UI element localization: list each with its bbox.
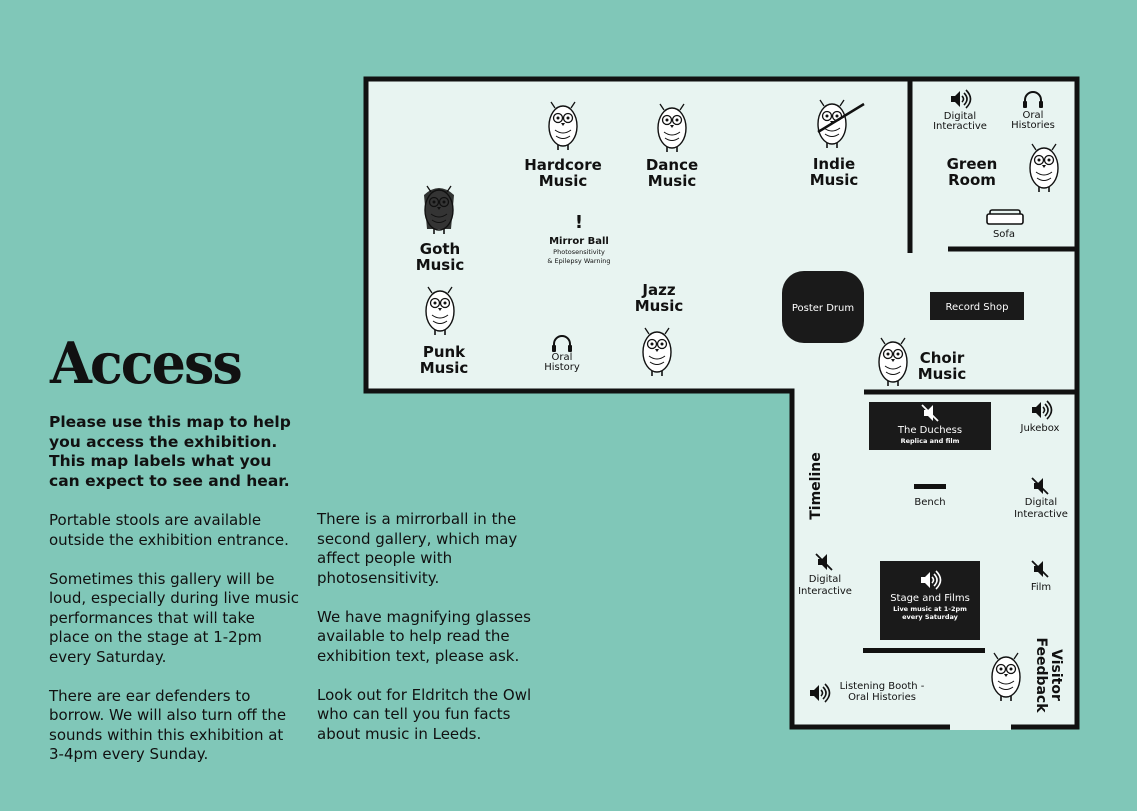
visitor-feedback-label-1: Visitor xyxy=(1048,649,1064,701)
zone-goth-label-2: Music xyxy=(415,256,465,274)
oral-histories-label-1: Oral xyxy=(1022,110,1044,121)
visitor-feedback-label-2: Feedback xyxy=(1033,637,1049,713)
stools-info: Portable stools are available outside the exhibition entrance. xyxy=(49,511,289,549)
oral-history-label-2: History xyxy=(544,362,580,373)
digital-interactive-left-label-2: Interactive xyxy=(798,586,852,597)
zone-dance-label-2: Music xyxy=(647,172,697,190)
intro-text: Please use this map to help you access the exhibition. This map labels what you can expect to see and hear. xyxy=(49,413,291,490)
zone-jazz-label-2: Music xyxy=(634,297,684,315)
mirrorball-info: There is a mirrorball in the second gallery, which may affect people with photosensitivity. xyxy=(317,510,518,587)
the-duchess-subtitle: Replica and film xyxy=(900,437,960,445)
loud-info: Sometimes this gallery will be loud, especially during live music performances that will take place on the stage at 1-2pm every Saturday. xyxy=(49,569,300,666)
zone-choir-label-1: Choir xyxy=(919,349,965,367)
digital-interactive-left-label-1: Digital xyxy=(808,574,842,585)
listening-booth-label-1: Listening Booth - xyxy=(839,681,925,692)
stage-note-1: Live music at 1-2pm xyxy=(893,605,967,613)
zone-jazz-label-1: Jazz xyxy=(642,281,676,299)
poster-drum-label: Poster Drum xyxy=(791,303,855,314)
green-room-digital-label-1: Digital xyxy=(943,111,977,122)
zone-goth-label-1: Goth xyxy=(419,240,461,258)
digital-interactive-right-label-2: Interactive xyxy=(1014,509,1068,520)
ear-defenders-info: There are ear defenders to borrow. We will also turn off the sounds within this exhibition at 3-4pm every Sunday. xyxy=(49,686,287,763)
page-title: Access xyxy=(50,329,241,397)
zone-indie-label-1: Indie xyxy=(812,155,856,173)
bench-icon xyxy=(914,484,946,489)
jukebox-label: Jukebox xyxy=(1020,423,1060,434)
bench-label: Bench xyxy=(914,497,946,508)
mirror-ball-note-2: & Epilepsy Warning xyxy=(547,257,611,265)
stage-note-2: every Saturday xyxy=(902,613,958,621)
zone-green-room-label-2: Room xyxy=(948,171,996,189)
zone-green-room-label-1: Green xyxy=(946,155,998,173)
mirror-ball-note-1: Photosensitivity xyxy=(553,248,605,256)
zone-punk-label-1: Punk xyxy=(422,343,466,361)
zone-dance-label-1: Dance xyxy=(645,156,699,174)
magnifying-info: We have magnifying glasses available to help read the exhibition text, please ask. xyxy=(317,607,531,665)
zone-choir-label-2: Music xyxy=(917,365,967,383)
zone-indie-label-2: Music xyxy=(809,171,859,189)
mirror-ball-label: Mirror Ball xyxy=(549,236,609,247)
film-label: Film xyxy=(1030,582,1052,593)
green-room-digital-label-2: Interactive xyxy=(933,121,987,132)
stage-edge xyxy=(863,648,985,653)
listening-booth-label-2: Oral Histories xyxy=(848,692,916,703)
zone-hardcore-label-2: Music xyxy=(538,172,588,190)
zone-punk-label-2: Music xyxy=(419,359,469,377)
zone-hardcore-label-1: Hardcore xyxy=(524,156,602,174)
the-duchess-label: The Duchess xyxy=(897,425,963,436)
stage-label: Stage and Films xyxy=(890,593,970,604)
record-shop-label: Record Shop xyxy=(945,302,1009,313)
goth-cloak-icon xyxy=(424,188,454,229)
owl-info: Look out for Eldritch the Owl who can tell you fun facts about music in Leeds. xyxy=(317,685,532,743)
warning-icon: ! xyxy=(574,212,584,233)
sofa-label: Sofa xyxy=(992,229,1016,240)
digital-interactive-right-label-1: Digital xyxy=(1024,497,1058,508)
timeline-label: Timeline xyxy=(808,452,824,520)
oral-histories-label-2: Histories xyxy=(1011,120,1055,131)
oral-history-label-1: Oral xyxy=(551,352,573,363)
